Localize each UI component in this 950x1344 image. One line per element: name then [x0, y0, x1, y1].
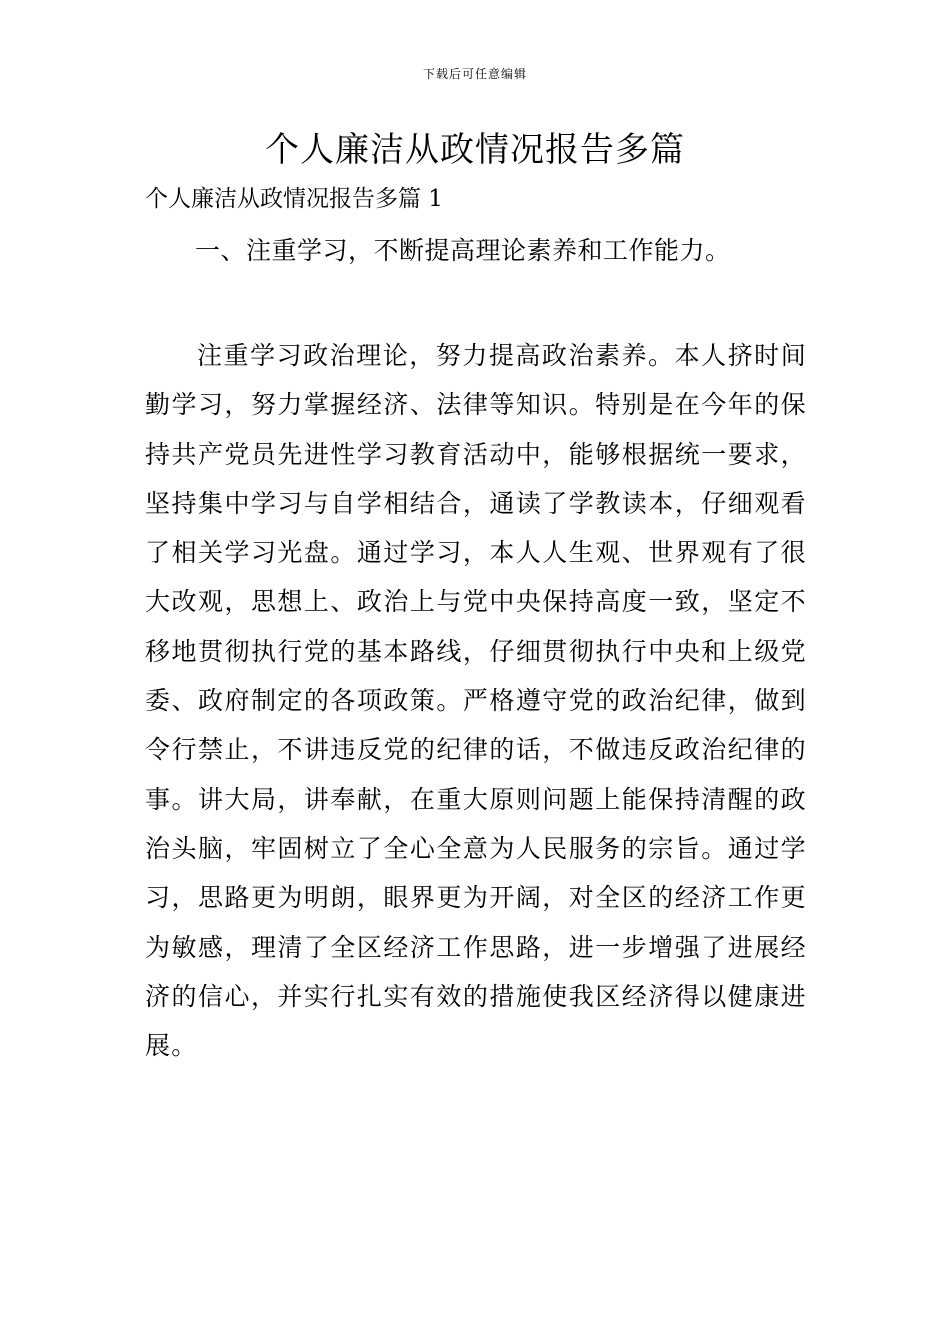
document-title: 个人廉洁从政情况报告多篇 [265, 130, 685, 170]
header-note: 下载后可任意编辑 [422, 67, 527, 81]
body-paragraph: 注重学习政治理论，努力提高政治素养。本人挤时间勤学习，努力掌握经济、法律等知识。特别是在今年的保持共产党员先进性学习教育活动中，能够根据统一要求，坚持集中学习与自学相结合，通读了学教读本，仔细观看了相关学习光盘。通过学习，本人人生观、世界观有了很大改观，思想上、政治上与党中央保持高度一致，坚定不移地贯彻执行党的基本路线，仔细贯彻执行中央和上级党委、政府制定的各项政策。严格遵守党的政治纪律，做到令行禁止，不讲违反党的纪律的话，不做违反政治纪律的事。讲大局，讲奉献，在重大原则问题上能保持清醒的政治头脑，牢固树立了全心全意为人民服务的宗旨。通过学习，思路更为明朗，眼界更为开阔，对全区的经济工作更为敏感，理清了全区经济工作思路，进一步增强了进展经济的信心，并实行扎实有效的措施使我区经济得以健康进展。 [145, 341, 807, 1061]
section-title: 个人廉洁从政情况报告多篇 1 [145, 186, 443, 212]
subheading: 一、注重学习，不断提高理论素养和工作能力。 [195, 236, 731, 265]
